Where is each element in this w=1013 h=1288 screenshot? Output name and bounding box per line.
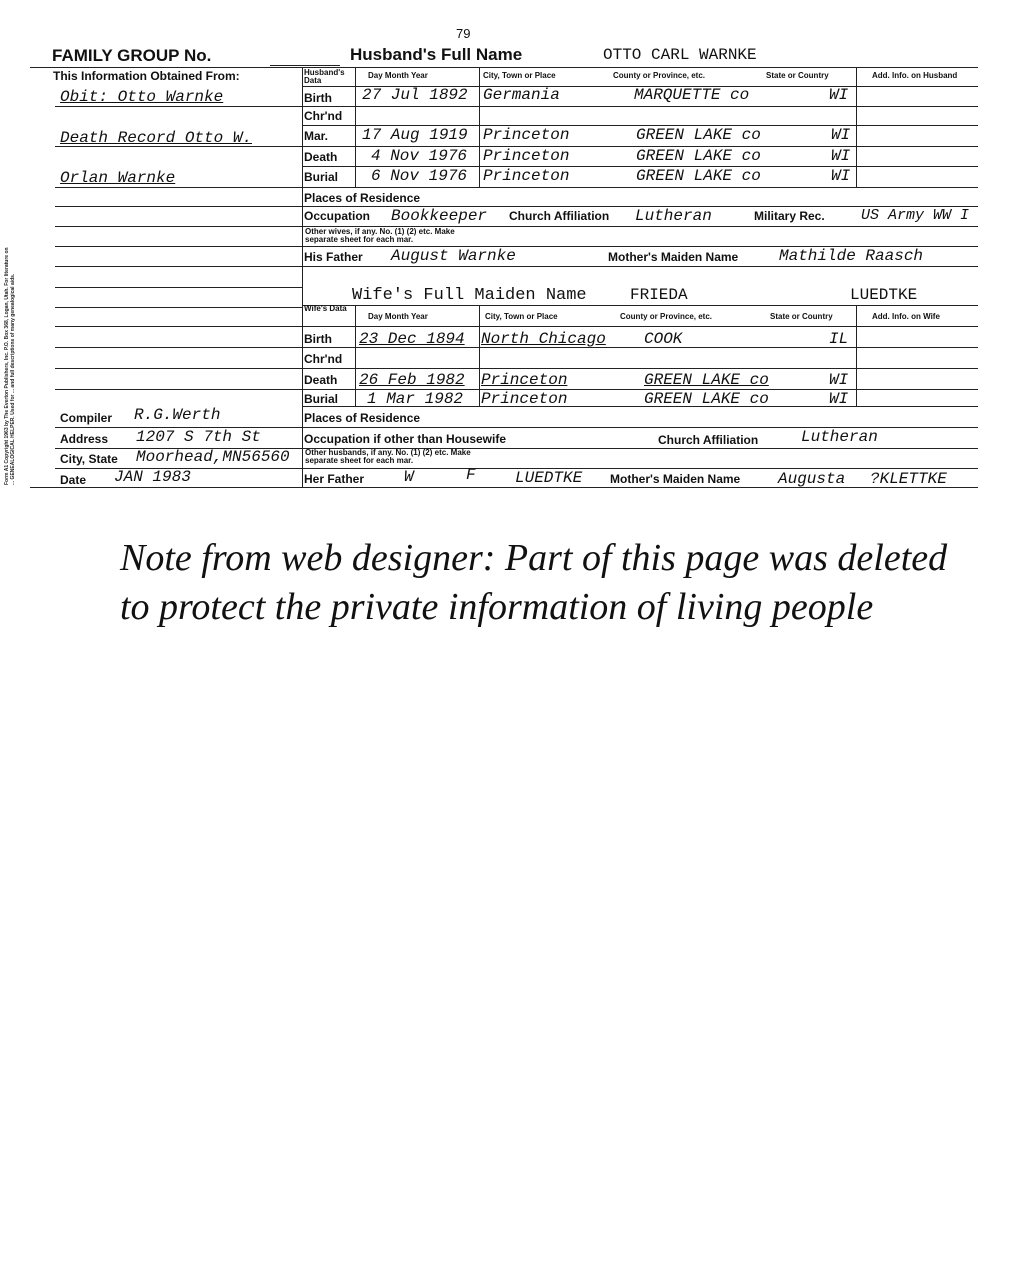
address-label: Address	[60, 432, 109, 446]
husband-marriage-date: 17 Aug 1919	[362, 126, 468, 144]
wife-burial-state: WI	[829, 390, 849, 408]
source-3: Orlan Warnke	[60, 169, 176, 187]
row-rule	[55, 326, 302, 327]
husband-occupation-label: Occupation	[304, 209, 371, 223]
wife-first-name: FRIEDA	[630, 286, 688, 304]
city-state-label: City, State	[60, 452, 118, 466]
row-rule	[55, 266, 978, 267]
family-group-number-line	[270, 65, 340, 66]
husband-name: OTTO CARL WARNKE	[603, 46, 757, 64]
wife-col-place-header: City, Town or Place	[485, 312, 558, 321]
wife-col-county-header: County or Province, etc.	[620, 312, 713, 321]
husband-death-place: Princeton	[483, 147, 570, 165]
military-label: Military Rec.	[754, 209, 825, 223]
wife-burial-date: 1 Mar 1982	[367, 390, 464, 408]
col-state-header: State or Country	[766, 71, 829, 80]
source-1: Obit: Otto Warnke	[60, 88, 224, 106]
wife-church-label: Church Affiliation	[658, 433, 759, 447]
husband-death-date: 4 Nov 1976	[371, 147, 468, 165]
wife-birth-county: COOK	[644, 330, 683, 348]
husband-death-label: Death	[304, 150, 338, 164]
military-record: US Army WW I	[861, 207, 970, 224]
wife-church: Lutheran	[801, 428, 878, 446]
compiler-city: Moorhead,MN56560	[136, 448, 290, 466]
husband-death-county: GREEN LAKE co	[636, 147, 761, 165]
col-date-header: Day Month Year	[368, 71, 428, 80]
family-group-label: FAMILY GROUP No.	[52, 46, 212, 65]
wife-last-name: LUEDTKE	[850, 286, 918, 304]
page-number: 79	[456, 26, 471, 41]
husband-church: Lutheran	[635, 207, 712, 225]
wife-birth-label: Birth	[304, 332, 332, 346]
husband-burial-county: GREEN LAKE co	[636, 167, 761, 185]
compiler-address: 1207 S 7th St	[136, 428, 261, 446]
his-mother: Mathilde Raasch	[779, 247, 924, 265]
wife-chrnd-label: Chr'nd	[304, 352, 343, 366]
wife-burial-label: Burial	[304, 392, 339, 406]
wife-residence-label: Places of Residence	[304, 411, 421, 425]
her-father-label: Her Father	[304, 472, 365, 486]
her-mother-label: Mother's Maiden Name	[610, 472, 741, 486]
wife-death-county: GREEN LAKE co	[644, 371, 769, 389]
date-label: Date	[60, 473, 87, 487]
husband-burial-place: Princeton	[483, 167, 570, 185]
husband-birth-county: MARQUETTE co	[634, 86, 750, 104]
his-father: August Warnke	[391, 247, 516, 265]
husband-burial-date: 6 Nov 1976	[371, 167, 468, 185]
source-2: Death Record Otto W.	[60, 129, 253, 147]
wife-place-column-rule	[479, 305, 480, 406]
wife-col-date-header: Day Month Year	[368, 312, 428, 321]
husband-church-label: Church Affiliation	[509, 209, 610, 223]
row-rule	[55, 206, 978, 207]
wife-burial-county: GREEN LAKE co	[644, 390, 769, 408]
compiler-label: Compiler	[60, 411, 113, 425]
wife-col-state-header: State or Country	[770, 312, 833, 321]
husband-marriage-county: GREEN LAKE co	[636, 126, 761, 144]
obtained-from-label: This Information Obtained From:	[53, 69, 240, 83]
wife-addinfo-column-rule	[856, 305, 857, 406]
her-father-initial-2: F	[466, 466, 476, 484]
wife-burial-place: Princeton	[481, 390, 568, 408]
row-rule	[302, 326, 978, 327]
his-father-label: His Father	[304, 250, 363, 264]
her-mother: Augusta	[778, 470, 846, 488]
wife-birth-date: 23 Dec 1894	[359, 330, 465, 348]
husband-data-label: Husband's Data	[304, 68, 345, 85]
husband-residence-label: Places of Residence	[304, 191, 421, 205]
col-place-header: City, Town or Place	[483, 71, 556, 80]
her-father-initial-1: W	[404, 468, 414, 486]
wife-data-label: Wife's Data	[304, 304, 347, 313]
husband-marriage-label: Mar.	[304, 129, 329, 143]
husband-burial-state: WI	[831, 167, 851, 185]
wife-col-addinfo-header: Add. Info. on Wife	[872, 312, 940, 321]
other-wives-label: Other wives, if any. No. (1) (2) etc. Make separate sheet for each mar.	[305, 227, 455, 244]
copyright-notice: Form A1 Copyright 1963 by The Everton Publishers, Inc. P.O. Box 368, Logan, Utah. For literature on ... GENEALOGICAL HELPER. Used for ... and full descriptions of many genealogical aids.	[4, 247, 16, 485]
her-father-surname: LUEDTKE	[515, 469, 583, 487]
label-column-rule	[302, 67, 303, 487]
row-rule	[55, 287, 302, 288]
col-county-header: County or Province, etc.	[613, 71, 706, 80]
his-mother-label: Mother's Maiden Name	[608, 250, 739, 264]
husband-occupation: Bookkeeper	[391, 207, 488, 225]
col-addinfo-header: Add. Info. on Husband	[872, 71, 958, 80]
addinfo-column-rule	[856, 67, 857, 187]
her-mother-surname: ?KLETTKE	[870, 470, 947, 488]
husband-birth-date: 27 Jul 1892	[362, 86, 468, 104]
wife-death-place: Princeton	[481, 371, 568, 389]
husband-birth-place: Germania	[483, 86, 560, 104]
compiler-date: JAN 1983	[114, 468, 191, 486]
other-husbands-label: Other husbands, if any. No. (1) (2) etc. Make separate sheet for each mar.	[305, 448, 471, 465]
wife-maiden-name-label: Wife's Full Maiden Name	[352, 286, 587, 305]
web-designer-note: Note from web designer: Part of this page was deleted to protect the private information of living people	[120, 537, 948, 628]
wife-death-state: WI	[829, 371, 849, 389]
wife-birth-state: IL	[829, 330, 849, 348]
row-rule	[55, 226, 978, 227]
husband-marriage-state: WI	[831, 126, 851, 144]
row-rule	[302, 305, 978, 306]
husband-full-name-label: Husband's Full Name	[350, 45, 523, 64]
husband-birth-state: WI	[829, 86, 849, 104]
date-column-rule	[355, 67, 356, 187]
husband-burial-label: Burial	[304, 170, 339, 184]
husband-marriage-place: Princeton	[483, 126, 570, 144]
header-rule	[30, 67, 978, 68]
row-rule	[55, 106, 978, 107]
wife-birth-place: North Chicago	[481, 330, 606, 348]
place-column-rule	[479, 67, 480, 187]
husband-birth-label: Birth	[304, 91, 332, 105]
husband-chrnd-label: Chr'nd	[304, 109, 343, 123]
wife-date-column-rule	[355, 305, 356, 406]
row-rule	[55, 187, 978, 188]
wife-death-label: Death	[304, 373, 338, 387]
row-rule	[55, 307, 302, 308]
husband-death-state: WI	[831, 147, 851, 165]
compiler-name: R.G.Werth	[134, 406, 221, 424]
row-rule	[55, 368, 978, 369]
wife-death-date: 26 Feb 1982	[359, 371, 465, 389]
wife-occupation-label: Occupation if other than Housewife	[304, 432, 507, 446]
